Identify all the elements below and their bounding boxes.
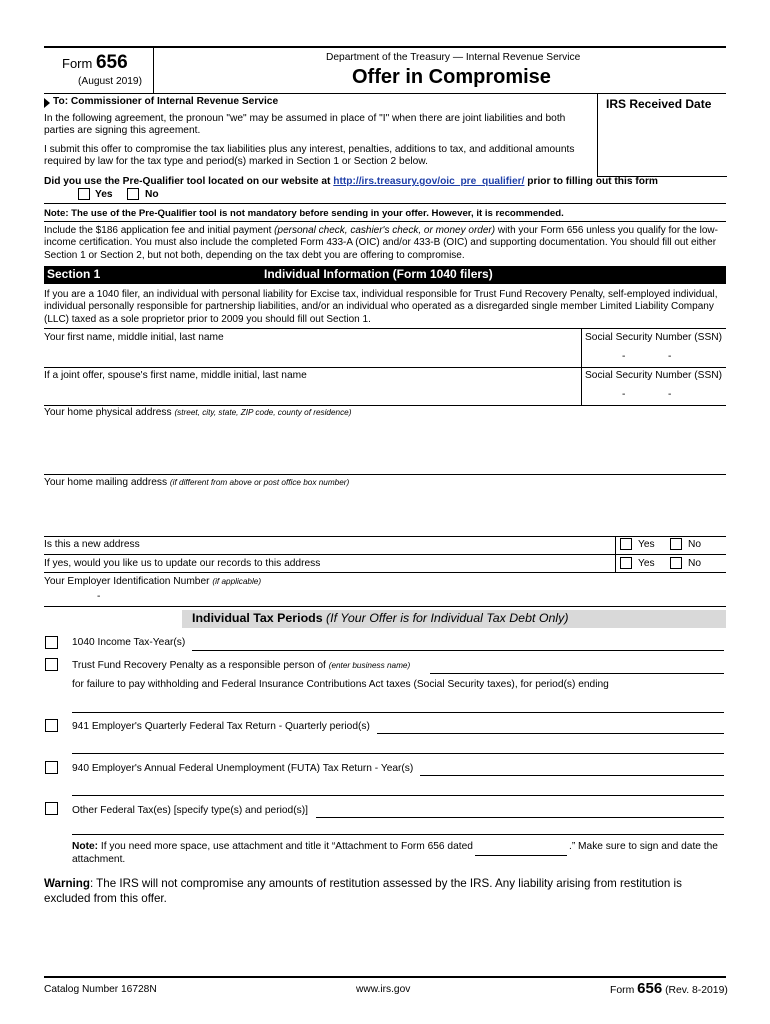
department: Department of the Treasury — Internal Revenue Service — [326, 52, 581, 63]
attachment-date-line[interactable] — [475, 855, 567, 856]
section1-description: If you are a 1040 filer, an individual with personal liability for Excise tax, individual responsible for Trust Fund Recovery Penalty, self-employed individual, individual personally responsible for partnership liabilities, and/or an individual who operated as a disregarded single member Limited Liability Company (LLC) taxed as a sole proprietor prior to 2009 you should fill out Section 1. — [44, 289, 718, 325]
tax-other-line[interactable] — [316, 817, 724, 818]
pronoun-note: In the following agreement, the pronoun "we" may be assumed in place of "I" when there are joint liabilities and both parties are signing this agreement. — [44, 113, 566, 137]
mailing-address-text: Your home mailing address — [44, 477, 168, 488]
spouse-ssn-label: Social Security Number (SSN) — [585, 370, 723, 381]
footer-rev: (Rev. 8-2019) — [665, 985, 728, 996]
tax-941-line-2[interactable] — [72, 753, 724, 754]
note-text-3: attachment. — [72, 854, 126, 865]
spouse-ssn-sep-2: - — [668, 389, 672, 400]
prequal-question — [44, 176, 658, 187]
ein-label-text: Your Employer Identification Number — [44, 576, 210, 587]
ein-row-top — [44, 572, 726, 573]
footer-form-id — [610, 980, 728, 997]
tax-940-checkbox[interactable] — [45, 761, 58, 774]
ssn-sep-1: - — [622, 351, 626, 362]
prequal-link[interactable]: http://irs.treasury.gov/oic_pre_qualifier/ — [333, 176, 525, 187]
tax-trust-continuation: for failure to pay withholding and Federal Insurance Contributions Act taxes (Social Security taxes), for period(s) ending — [72, 679, 609, 690]
home-address-hint: (street, city, state, ZIP code, county of residence) — [174, 408, 352, 417]
ssn-label: Social Security Number (SSN) — [585, 332, 723, 343]
section1-label: Section 1 — [47, 267, 101, 281]
mailing-address-hint: (if different from above or post office box number) — [169, 478, 350, 487]
ein-sep: - — [97, 591, 101, 602]
ein-hint: (if applicable) — [212, 577, 262, 586]
fee-paragraph — [44, 225, 724, 262]
footer-rule — [44, 976, 726, 978]
mailing-row-top — [44, 474, 726, 475]
catalog-number: Catalog Number 16728N — [44, 984, 157, 995]
tax-941-line[interactable] — [377, 733, 724, 734]
note-text-2: .” Make sure to sign and date the — [569, 841, 718, 852]
prequal-no-label: No — [145, 189, 159, 200]
tax-1040-line[interactable] — [192, 650, 724, 651]
footer-website[interactable]: www.irs.gov — [356, 984, 411, 995]
ein-field[interactable] — [44, 588, 244, 604]
submit-note: I submit this offer to compromise the tax liabilities plus any interest, penalties, additions to tax, and additional amounts required by law for the tax type and period(s) marked in Section 1 or Section 2 below. — [44, 144, 575, 168]
fee-post: with your Form 656 unless you qualify for the low-income certification. You must also include the completed Form 433-A (OIC) and/or 433-B (OIC) and supporting documentation. You should fill out either Section 1 or Section 2, but not both, depending on the tax debt you are offering to compromise. — [44, 225, 718, 261]
ein-label — [44, 576, 261, 587]
new-address-no-checkbox[interactable] — [670, 538, 682, 550]
first-name-field[interactable] — [44, 344, 579, 366]
new-address-yes-checkbox[interactable] — [620, 538, 632, 550]
prequal-question-post: prior to filling out this form — [524, 176, 658, 187]
tax-trust-business-line[interactable] — [430, 673, 724, 674]
ein-row-bottom — [44, 606, 726, 607]
new-address-no-label: No — [688, 539, 702, 550]
home-address-text: Your home physical address — [44, 407, 172, 418]
home-address-field[interactable] — [44, 420, 724, 472]
form-number: 656 — [95, 52, 128, 73]
update-no-label: No — [688, 558, 702, 569]
tax-940-label: 940 Employer's Annual Federal Unemployment (FUTA) Tax Return - Year(s) — [72, 763, 414, 774]
tax-periods-title-bold: Individual Tax Periods — [192, 611, 323, 625]
home-address-label — [44, 407, 351, 418]
to-arrow-icon — [44, 98, 50, 108]
update-yes-checkbox[interactable] — [620, 557, 632, 569]
tax-other-checkbox[interactable] — [45, 802, 58, 815]
tax-940-line[interactable] — [420, 775, 724, 776]
prequal-no-checkbox[interactable] — [127, 188, 139, 200]
tax-periods-bar — [182, 610, 726, 628]
form-word: Form — [62, 56, 93, 71]
prequal-question-pre: Did you use the Pre-Qualifier tool located on our website at — [44, 176, 334, 187]
tax-periods-title-italic: (If Your Offer is for Individual Tax Debt Only) — [326, 611, 569, 625]
prequal-yes-label: Yes — [95, 189, 113, 200]
spouse-name-field[interactable] — [44, 382, 579, 404]
tax-941-label: 941 Employer's Quarterly Federal Tax Return - Quarterly period(s) — [72, 721, 370, 732]
tax-trust-hint: (enter business name) — [328, 661, 411, 670]
to-line: To: Commissioner of Internal Revenue Service — [53, 96, 279, 107]
received-date-label: IRS Received Date — [606, 97, 712, 111]
form-id — [62, 52, 128, 74]
note-text-1: If you need more space, use attachment and title it “Attachment to Form 656 dated — [98, 841, 473, 852]
mailing-address-field[interactable] — [44, 490, 724, 534]
tax-940-line-2[interactable] — [72, 795, 724, 796]
update-yes-label: Yes — [638, 558, 655, 569]
header-divider — [153, 47, 154, 93]
spouse-ssn-sep-1: - — [622, 389, 626, 400]
ssn-sep-2: - — [668, 351, 672, 362]
spouse-row-top — [44, 367, 726, 368]
form-date: (August 2019) — [78, 76, 142, 87]
warning-label: Warning — [44, 877, 90, 890]
first-name-label: Your first name, middle initial, last name — [44, 332, 224, 343]
fee-italic: (personal check, cashier's check, or money order) — [274, 225, 496, 236]
tax-other-label: Other Federal Tax(es) [specify type(s) and period(s)] — [72, 805, 308, 816]
tax-941-checkbox[interactable] — [45, 719, 58, 732]
fee-pre: Include the $186 application fee and initial payment — [44, 225, 275, 236]
spouse-name-label: If a joint offer, spouse's first name, middle initial, last name — [44, 370, 307, 381]
tax-periods-title — [192, 611, 568, 625]
new-address-question: Is this a new address — [44, 539, 140, 550]
tax-trust-checkbox[interactable] — [45, 658, 58, 671]
fee-rule — [44, 221, 726, 222]
address-row-top — [44, 405, 726, 406]
footer-form-word: Form — [610, 985, 635, 996]
prequal-note: Note: The use of the Pre-Qualifier tool is not mandatory before sending in your offer. However, it is recommended. — [44, 208, 564, 219]
header-top-rule — [44, 46, 726, 48]
form-title: Offer in Compromise — [352, 66, 551, 88]
section1-title: Individual Information (Form 1040 filers) — [264, 267, 493, 281]
name-row-top — [44, 328, 726, 329]
new-address-row-top — [44, 536, 726, 537]
update-no-checkbox[interactable] — [670, 557, 682, 569]
new-address-yes-label: Yes — [638, 539, 655, 550]
prequal-rule — [44, 203, 726, 204]
mailing-address-label — [44, 477, 349, 488]
warning-text: : The IRS will not compromise any amounts of restitution assessed by the IRS. Any liability arising from restitution is excluded from this offer. — [44, 877, 682, 905]
warning-paragraph — [44, 877, 724, 906]
tax-trust-label — [72, 660, 410, 671]
tax-other-line-2[interactable] — [72, 834, 724, 835]
tax-trust-text: Trust Fund Recovery Penalty as a responsible person of — [72, 660, 326, 671]
footer-form-number: 656 — [637, 980, 663, 997]
tax-trust-period-line[interactable] — [72, 712, 724, 713]
section1-bar — [44, 266, 726, 284]
prequal-yes-checkbox[interactable] — [78, 188, 90, 200]
note-label: Note: — [72, 841, 99, 852]
update-question: If yes, would you like us to update our records to this address — [44, 558, 321, 569]
tax-1040-checkbox[interactable] — [45, 636, 58, 649]
update-row-top — [44, 554, 726, 555]
tax-1040-label: 1040 Income Tax-Year(s) — [72, 637, 186, 648]
